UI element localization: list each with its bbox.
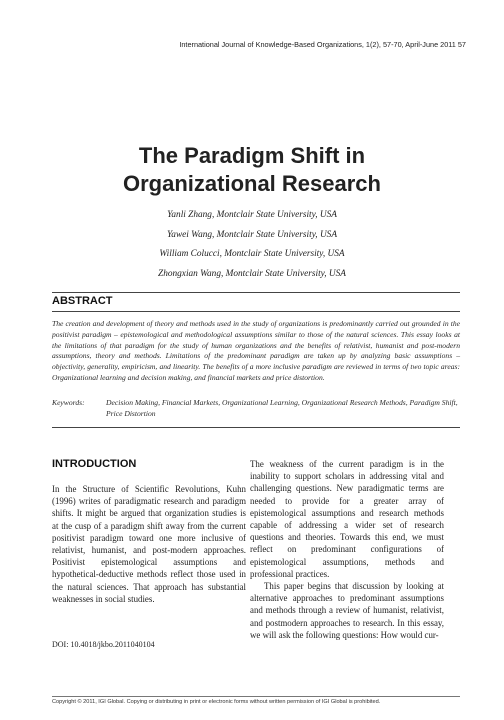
right-column <box>250 458 444 641</box>
author: Zhongxian Wang, Montclair State University, USA <box>158 268 346 279</box>
abstract-top-rule <box>52 292 460 293</box>
abstract-heading: ABSTRACT <box>52 295 113 307</box>
intro-paragraph: In the Structure of Scientific Revolutions, Kuhn (1996) writes of paradigmatic research and paradigm shifts. It might be argued that organization studies is at the cusp of a paradigm shift away from the current positivist paradigm toward one more inclusive of relativist, humanist, and post-modern approaches. Positivist epistemological assumptions and hypothetical-deductive methods reflect those used in the natural sciences. That approach has substantial weaknesses in social studies. <box>52 484 246 604</box>
keywords-block <box>52 398 460 420</box>
introduction-heading: INTRODUCTION <box>52 458 137 470</box>
copyright-notice: Copyright © 2011, IGI Global. Copying or distributing in print or electronic forms without written permission of IGI Global is prohibited. <box>52 699 381 705</box>
left-column <box>52 483 246 605</box>
running-header: International Journal of Knowledge-Based Organizations, 1(2), 57-70, April-June 2011 57 <box>179 40 466 49</box>
body-paragraph: This paper begins that discussion by looking at alternative approaches to predominant assumptions and methods through a review of humanist, relativist, and postmodern approaches to research. In this essay, we will ask the following questions: How would cur- <box>250 581 444 640</box>
author: Yanli Zhang, Montclair State University, USA <box>167 210 337 220</box>
abstract-heading-rule <box>52 311 460 312</box>
footer-rule <box>52 696 460 697</box>
body-paragraph: The weakness of the current paradigm is in the inability to support scholars in addressing vital and challenging questions. New paradigmatic terms are needed to provide for a greater array of epistemological assumptions and research methods capable of addressing a wider set of research questions and theories. Towards this end, we must reflect on predominant configurations of epistemological assumptions, methods and professional practices. <box>250 459 444 579</box>
title-line-2: Organizational Research <box>123 171 381 196</box>
abstract-text: The creation and development of theory and methods used in the study of organizations is predominantly carried out grounded in the positivist paradigm – epistemological and methodological assumptions similar to those of the natural sciences. This essay looks at the limitations of that paradigm for the study of human organizations and the benefits of relativist, humanist and post-modern assumptions, theory and methods. Limitations of the predominant paradigm are taken up by analyzing basic assumptions – objectivity, generality, empiricism, and linearity. The benefits of a more inclusive paradigm are reviewed in terms of two topic areas: Organizational learning and decision making, and financial markets and price distortion. <box>52 319 460 382</box>
author: Yawei Wang, Montclair State University, USA <box>166 229 337 240</box>
author: William Colucci, Montclair State University, USA <box>159 249 345 259</box>
title-line-1: The Paradigm Shift in <box>138 143 366 168</box>
keywords-label: Keywords: <box>52 398 85 407</box>
keywords-list: Decision Making, Financial Markets, Organizational Learning, Organizational Research Methods, Paradigm Shift, Price Distortion <box>106 398 458 418</box>
doi: DOI: 10.4018/jkbo.2011040104 <box>52 640 155 649</box>
abstract-bottom-rule <box>52 427 460 428</box>
author-list <box>0 206 504 284</box>
paper-title <box>0 142 504 198</box>
